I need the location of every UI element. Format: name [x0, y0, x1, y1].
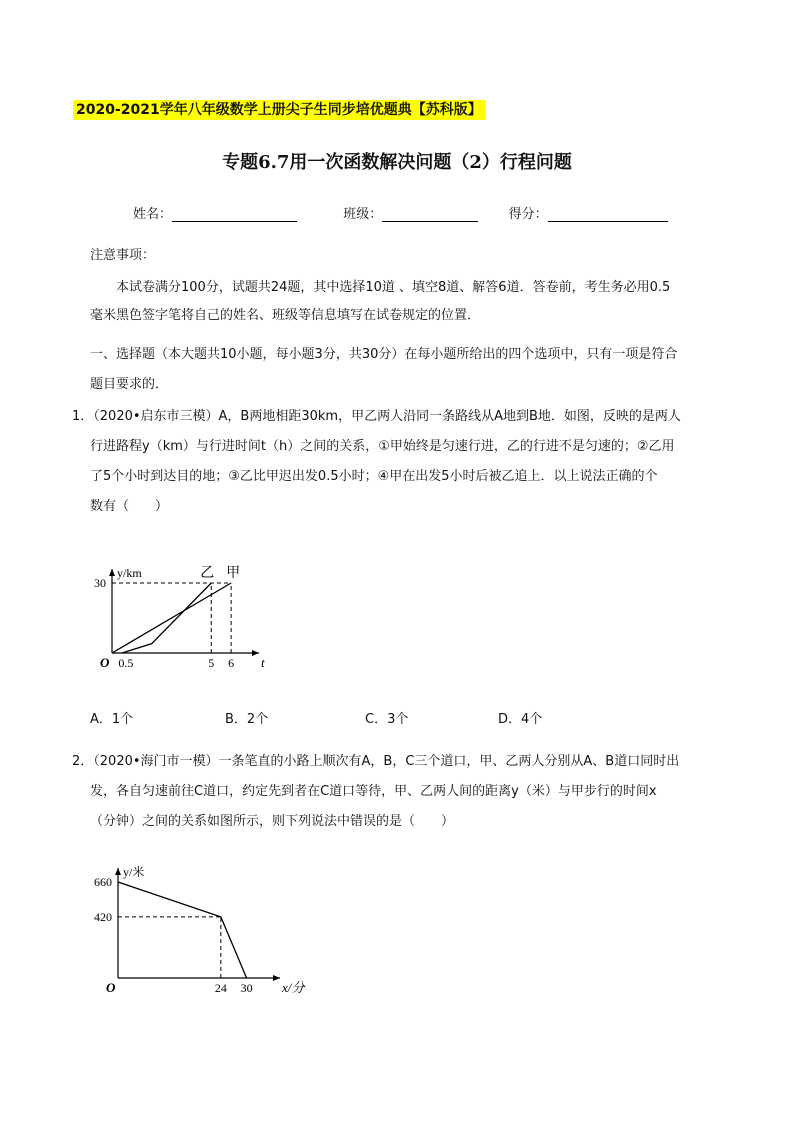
x-tick-label: 30: [240, 981, 253, 995]
origin-label: O: [106, 980, 116, 995]
question-1: [72, 402, 726, 522]
x-tick-label: 5: [208, 656, 215, 670]
student-info-row: [133, 203, 668, 222]
class-blank[interactable]: [382, 207, 478, 222]
page-title: 专题6.7用一次函数解决问题（2）行程问题: [222, 152, 572, 173]
y-axis-label: y/km: [117, 566, 142, 580]
x-axis-arrow: [252, 650, 259, 656]
q1-line-2: 行进路程y（km）与行进时间t（h）之间的关系，①甲始终是匀速行进，乙的行进不是匀速的；②乙用: [90, 439, 675, 454]
name-blank[interactable]: [172, 207, 297, 222]
x-tick-label: 24: [214, 981, 227, 995]
notice-heading: 注意事项：: [90, 248, 156, 263]
x-axis-label: t: [261, 655, 265, 670]
q1-option-c[interactable]: C．3个: [365, 712, 409, 727]
series-label: 乙: [200, 566, 215, 581]
q1-line-4: 数有（ ）: [90, 499, 169, 514]
q1-option-d[interactable]: D．4个: [498, 712, 543, 727]
q2-chart: [80, 848, 305, 1003]
q1-line-3: 了5个小时到达目的地；③乙比甲迟出发0.5小时；④甲在出发5小时后被乙追上．以上说法正确的个: [90, 469, 658, 484]
q2-line-3: （分钟）之间的关系如图所示，则下列说法中错误的是（ ）: [90, 814, 455, 829]
score-blank[interactable]: [548, 207, 668, 222]
series-label: 甲: [226, 566, 241, 581]
q1-option-b[interactable]: B．2个: [225, 712, 269, 727]
q2-line-1: 2．（2020•海门市一模）一条笔直的小路上顺次有A，B，C三个道口，甲、乙两人分别从A、B道口同时出: [72, 754, 680, 769]
x-tick-label: 0.5: [118, 656, 134, 670]
name-label: 姓名：: [133, 207, 173, 222]
y-tick-label: 30: [94, 576, 106, 590]
section-1-line-1: 一、选择题（本大题共10小题，每小题3分，共30分）在每小题所给出的四个选项中，只有一项是符合: [90, 347, 678, 362]
x-tick-label: 6: [228, 656, 235, 670]
x-axis-arrow: [273, 975, 280, 981]
series-line-1: [112, 583, 231, 653]
origin-label: O: [100, 655, 110, 670]
y-axis-arrow: [109, 569, 115, 576]
y-tick-label: 660: [94, 875, 112, 889]
notice-text: [90, 274, 730, 330]
y-axis-arrow: [115, 868, 121, 875]
y-axis-label: y/米: [123, 865, 145, 879]
q1-line-1: 1．（2020•启东市三模）A，B两地相距30km，甲乙两人沿同一条路线从A地到B地．如图，反映的是两人: [72, 409, 681, 424]
notice-line-1: 本试卷满分100分，试题共24题，其中选择10道 、填空8道、解答6道．答卷前，考生务必用0.5: [116, 280, 671, 295]
x-axis-label: x/分: [282, 980, 305, 995]
q2-line-2: 发，各自匀速前往C道口，约定先到者在C道口等待，甲、乙两人间的距离y（米）与甲步行的时间x: [90, 784, 657, 799]
notice-line-2: 毫米黑色签字笔将自己的姓名、班级等信息填写在试卷规定的位置．: [90, 308, 481, 323]
q1-option-a[interactable]: A．1个: [90, 712, 134, 727]
class-label: 班级：: [343, 207, 383, 222]
series-line-1: [118, 882, 247, 978]
y-tick-label: 420: [94, 909, 112, 924]
q1-chart: [80, 535, 280, 680]
section-1-line-2: 题目要求的．: [90, 377, 169, 392]
section-1-heading: [72, 340, 726, 400]
score-label: 得分：: [508, 207, 548, 222]
series-title-banner: 2020-2021学年八年级数学上册尖子生同步培优题典【苏科版】: [73, 100, 485, 120]
question-2: [72, 747, 726, 837]
series-line-2: [122, 583, 211, 653]
